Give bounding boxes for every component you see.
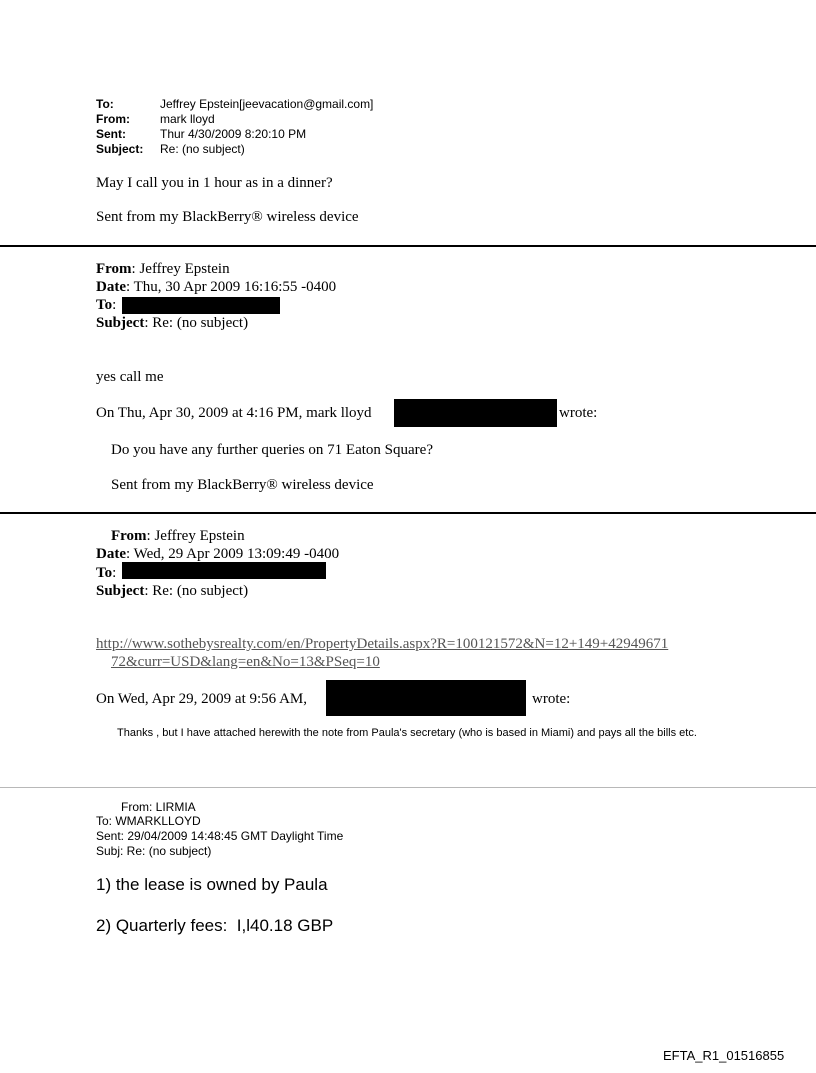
subject-value: : Re: (no subject) xyxy=(144,583,249,599)
redaction-box xyxy=(326,680,526,716)
sent-label: Sent: xyxy=(96,127,126,141)
redaction-box xyxy=(122,562,326,579)
email1-signature: Sent from my BlackBerry® wireless device xyxy=(96,209,359,225)
email4-subj-line: Subj: Re: (no subject) xyxy=(96,844,212,858)
email1-from-row xyxy=(96,112,215,126)
email2-date-row xyxy=(96,278,336,296)
to-value: : xyxy=(112,565,117,581)
email3-quote-intro: On Wed, Apr 29, 2009 at 9:56 AM, xyxy=(96,691,308,707)
from-label: From: xyxy=(96,112,130,126)
sent-value: Thur 4/30/2009 8:20:10 PM xyxy=(160,127,307,141)
email2-from-row xyxy=(96,260,230,278)
divider xyxy=(0,512,816,514)
subject-value: Re: (no subject) xyxy=(160,142,245,156)
date-value: : Thu, 30 Apr 2009 16:16:55 -0400 xyxy=(126,279,337,295)
property-link[interactable]: http://www.sothebysrealty.com/en/PropertyDetails.aspx?R=100121572&N=12+149+42949671 xyxy=(96,636,669,652)
subject-label: Subject xyxy=(96,315,145,331)
date-label: Date xyxy=(96,546,126,562)
subject-value: : Re: (no subject) xyxy=(144,315,249,331)
email2-body-line: yes call me xyxy=(96,369,164,385)
email1-sent-row xyxy=(96,127,306,141)
subject-label: Subject xyxy=(96,583,145,599)
email4-point-1: 1) the lease is owned by Paula xyxy=(96,875,328,894)
from-value: mark lloyd xyxy=(160,112,215,126)
to-label: To xyxy=(96,297,113,313)
email1-body-line: May I call you in 1 hour as in a dinner? xyxy=(96,175,333,191)
email1-subject-row xyxy=(96,142,245,156)
divider xyxy=(0,245,816,247)
document-id: EFTA_R1_01516855 xyxy=(663,1048,785,1063)
email3-date-row xyxy=(96,545,339,563)
redaction-box xyxy=(122,297,280,314)
from-label: From xyxy=(96,261,132,277)
email2-quote-intro: On Thu, Apr 30, 2009 at 4:16 PM, mark lloyd xyxy=(96,405,372,421)
to-label: To: xyxy=(96,97,114,111)
subject-label: Subject: xyxy=(96,142,144,156)
email4-to-line: To: WMARKLLOYD xyxy=(96,814,201,828)
email2-to-row xyxy=(96,296,116,314)
redaction-box xyxy=(394,399,557,427)
email3-quote-body: Thanks , but I have attached herewith the note from Paula's secretary (who is based in Miami) and pays all the bills etc. xyxy=(117,727,697,739)
to-value: : xyxy=(112,297,117,313)
from-value: : Jeffrey Epstein xyxy=(146,528,245,544)
email3-quote-wrote: wrote: xyxy=(532,691,571,707)
email2-quote-line: Do you have any further queries on 71 Eaton Square? xyxy=(111,442,433,458)
from-label: From xyxy=(111,528,147,544)
email3-to-row xyxy=(96,564,116,582)
date-label: Date xyxy=(96,279,126,295)
email3-from-row xyxy=(111,527,245,545)
email3-subject-row xyxy=(96,582,248,600)
to-label: To xyxy=(96,565,113,581)
email2-quote-wrote: wrote: xyxy=(559,405,598,421)
divider xyxy=(0,787,816,788)
email1-to-row xyxy=(96,97,373,111)
to-value: Jeffrey Epstein[jeevacation@gmail.com] xyxy=(160,97,374,111)
email4-from-line: From: LIRMIA xyxy=(121,800,196,814)
email4-point-2: 2) Quarterly fees: I,l40.18 GBP xyxy=(96,916,334,935)
email4-sent-line: Sent: 29/04/2009 14:48:45 GMT Daylight Time xyxy=(96,829,344,843)
email2-quote-signature: Sent from my BlackBerry® wireless device xyxy=(111,477,374,493)
property-link-continued[interactable]: 72&curr=USD&lang=en&No=13&PSeq=10 xyxy=(111,654,380,670)
from-value: : Jeffrey Epstein xyxy=(131,261,230,277)
date-value: : Wed, 29 Apr 2009 13:09:49 -0400 xyxy=(126,546,340,562)
email2-subject-row xyxy=(96,314,248,332)
